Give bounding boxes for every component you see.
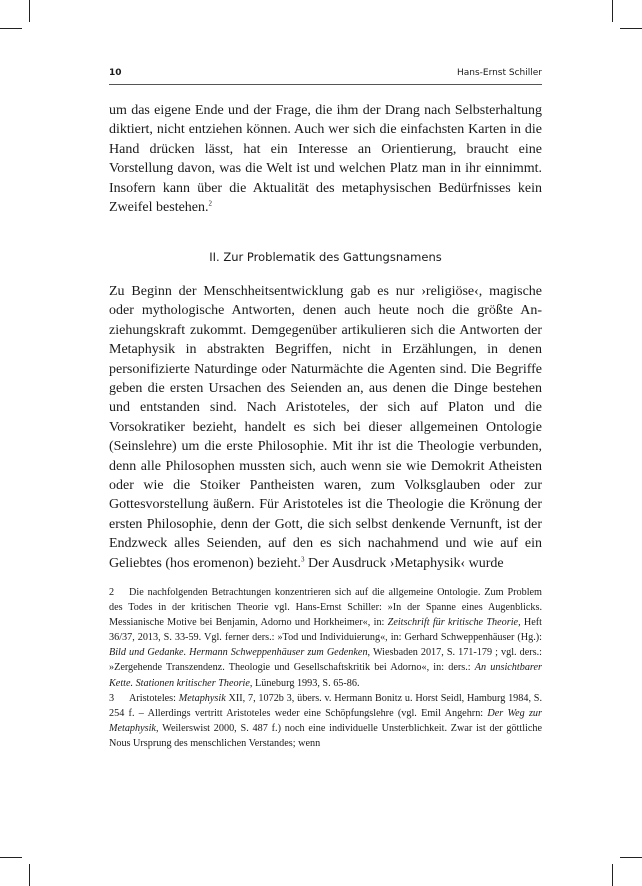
footnote-2-text-4: , Lüneburg 1993, S. 65-86. xyxy=(249,677,360,689)
section-heading: II. Zur Problematik des Gattungsnamens xyxy=(209,250,442,264)
footnote-2-number: 2 xyxy=(109,587,115,598)
footnote-3-text-1: Aristoteles: xyxy=(129,692,179,704)
footnote-2-title-3: An unsichtbarer Kette. Stationen kritischer Theorie xyxy=(109,662,542,689)
header-rule xyxy=(109,84,542,85)
footnote-3-number: 3 xyxy=(109,692,115,704)
paragraph-2-text: Zu Beginn der Menschheitsentwicklung gab es nur ›religiöse‹, magische oder mythologische Antworten, denen auch heute noch die größte Anziehungskraft zukommt. Demgegenüber artikulieren sich die Antworten der Metaphysik in abstrakten Begriffen, nicht in Erzählungen, in denen personifizierte Naturdinge oder Naturmächte die Agenten sind. Die Begriffe geben die ersten Ursachen des Seienden an, aus denen die Dinge bestehen und entstanden sind. Nach Aristoteles, der sich auf Platon und die Vorsokratiker bezieht, handelt es sich bei dieser allgemeinen Ontologie (Seinslehre) um die erste Philosophie. Mit ihr ist die Theologie verbunden, denn alle Philosophen mussten sich, auch wenn sie wie Demokrit Atheisten oder wie die Stoiker Pantheisten waren, zum Volksglauben oder zur Gottesvorstellung äußern. Für Aristoteles ist die Theologie die Krönung der ersten Philosophie, denn der Gott, die sich selbst denkende Vernunft, ist der Endzweck alles Seienden, auf den es sich nachahmend und wie auf ein Geliebtes (hos eromenon) bezieht. xyxy=(109,284,542,571)
footnote-2-text-2: , Heft 36/37, 2013, S. 33-59. Vgl. ferner ders.: »Tod und Individuierung«, in: Gerhard Schweppenhäuser (Hg.): xyxy=(109,617,542,644)
crop-mark-top-right-h xyxy=(620,28,642,29)
footnote-3 xyxy=(109,691,542,751)
footnote-ref-2[interactable]: 2 xyxy=(208,199,213,208)
paragraph-1 xyxy=(109,101,542,217)
running-header xyxy=(109,68,542,82)
crop-mark-bottom-right-v xyxy=(612,864,613,886)
footnote-3-title-1: Metaphysik xyxy=(178,692,226,704)
footnote-3-text-3: , Weilerswist 2000, S. 487 f.) noch eine individuelle Unsterblichkeit. Zwar ist der göttliche Nous Ursprung des menschlichen Verstandes; wenn xyxy=(109,722,542,749)
footnote-2-title-1: Zeitschrift für kritische Theorie xyxy=(387,617,519,629)
footnote-2 xyxy=(109,585,542,691)
paragraph-2 xyxy=(109,282,542,573)
crop-mark-bottom-left-v xyxy=(29,864,30,886)
crop-mark-top-right-v xyxy=(612,0,613,22)
crop-mark-bottom-left-h xyxy=(0,857,22,858)
paragraph-1-text: um das eigene Ende und der Frage, die ihm der Drang nach Selbsterhaltung diktiert, nicht entziehen können. Auch wer sich die einfachsten Karten in die Hand drücken lässt, hat ein Interesse an Orientierung, braucht eine Vorstellung davon, was die Welt ist und welchen Platz man in ihr einnimmt. Insofern kann über die Aktualität des metaphysischen Bedürfnisses kein Zweifel bestehen. xyxy=(109,103,542,216)
footnote-ref-3[interactable]: 3 xyxy=(301,555,305,564)
footnote-3-text-2: XII, 7, 1072b 3, übers. v. Hermann Bonitz u. Horst Seidl, Hamburg 1984, S. 254 f. – Allerdings vertritt Aristoteles weder eine Schöpfungslehre (vgl. Emil Angehrn: xyxy=(109,692,543,719)
crop-mark-top-left-h xyxy=(0,28,22,29)
running-author: Hans-Ernst Schiller xyxy=(456,68,542,78)
crop-mark-top-left-v xyxy=(29,0,30,22)
footnote-3-title-2: Der Weg zur Metaphysik xyxy=(109,707,542,734)
footnote-2-text-3: , Wiesbaden 2017, S. 171-179 ; vgl. ders.: »Zergehende Transzendenz. Theologie und Gesellschaftskritik bei Adorno«, in: ders.: xyxy=(109,647,542,674)
footnote-2-text-1: Die nachfolgenden Betrachtungen konzentrieren sich auf die allgemeine Ontologie. Zum Problem des Todes in der kritischen Theorie vgl. Hans-Ernst Schiller: »In der Spanne eines Augenblicks. Messianische Motive bei Benjamin, Adorno und Horkheimer«, in: xyxy=(109,587,542,629)
paragraph-2-tail: Der Ausdruck ›Metaphysik‹ wurde xyxy=(304,555,504,571)
crop-mark-bottom-right-h xyxy=(620,857,642,858)
footnote-2-title-2: Bild und Gedanke. Hermann Schweppenhäuser zum Gedenken xyxy=(109,647,368,659)
footnotes xyxy=(109,585,542,751)
page-number: 10 xyxy=(109,68,122,78)
